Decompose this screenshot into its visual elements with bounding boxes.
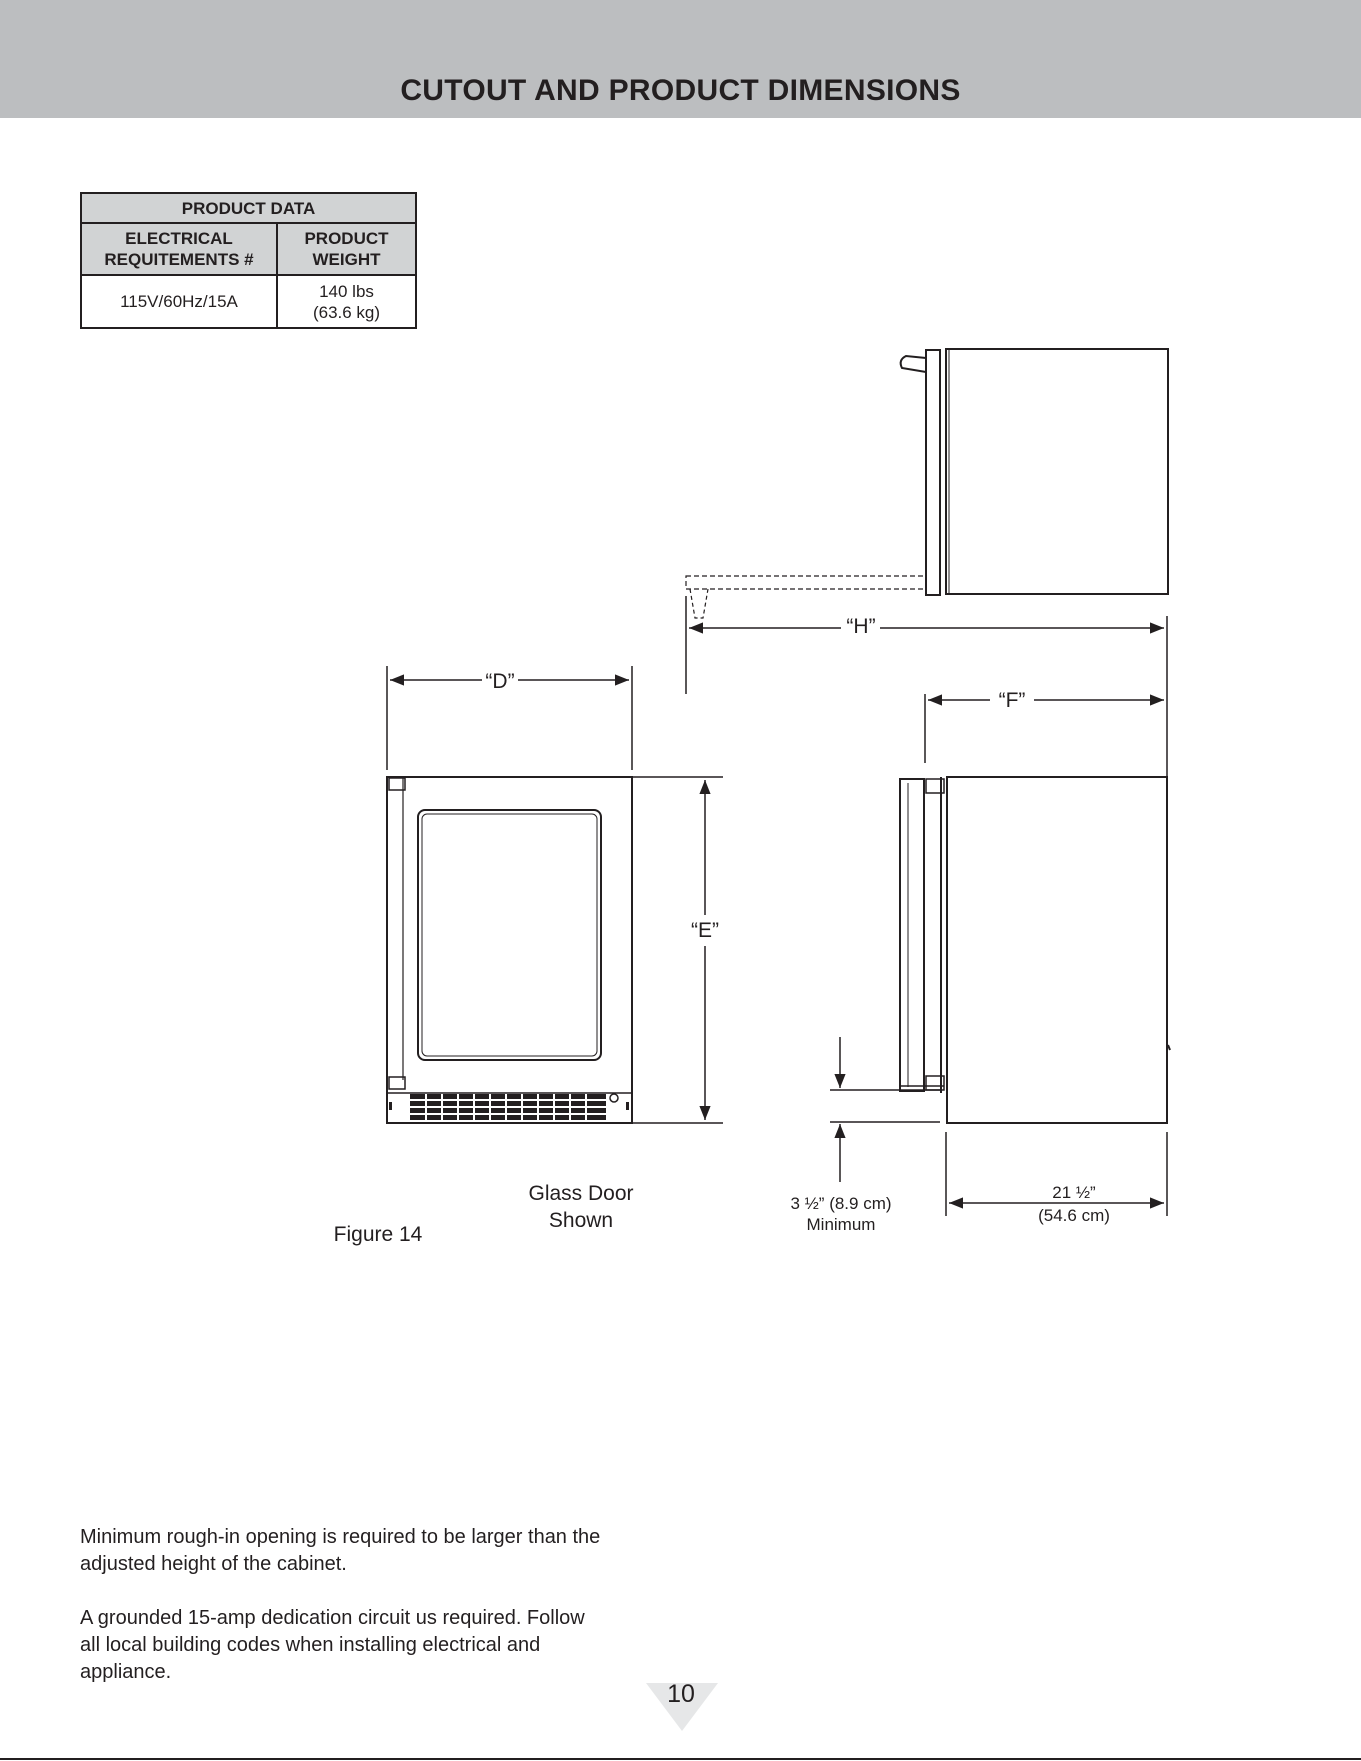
label-h: “H” [846,615,876,638]
label-e: “E” [691,919,719,942]
clearance-label: 3 ½” (8.9 cm) [790,1194,892,1213]
front-grille [410,1094,606,1120]
label-f: “F” [998,689,1026,712]
page-number: 10 [667,1680,695,1708]
product-data-title: PRODUCT DATA [81,193,416,223]
dimension-labels [334,615,1110,1246]
side-view [899,777,1170,1123]
figure-caption: Figure 14 [333,1223,423,1246]
weight-value: 140 lbs (63.6 kg) [277,275,416,328]
front-view [387,777,632,1123]
depth-label: 21 ½” [1052,1183,1096,1202]
electrical-header: ELECTRICAL REQUITEMENTS # [81,223,277,275]
label-d: “D” [485,670,515,693]
door-note-line1: Glass Door [528,1182,634,1205]
door-note-line2: Shown [548,1209,614,1232]
note-electrical: A grounded 15-amp dedication circuit us required. Follow all local building codes when installing electrical and appliance. [80,1607,585,1683]
note-rough-in: Minimum rough-in opening is required to be larger than the adjusted height of the cabinet. [80,1526,601,1575]
page-title: CUTOUT AND PRODUCT DIMENSIONS [400,74,961,107]
electrical-value: 115V/60Hz/15A [81,275,277,328]
weight-header: PRODUCT WEIGHT [277,223,416,275]
depth-metric: (54.6 cm) [1038,1206,1110,1225]
clearance-minimum: Minimum [806,1215,876,1234]
top-view [686,349,1168,618]
